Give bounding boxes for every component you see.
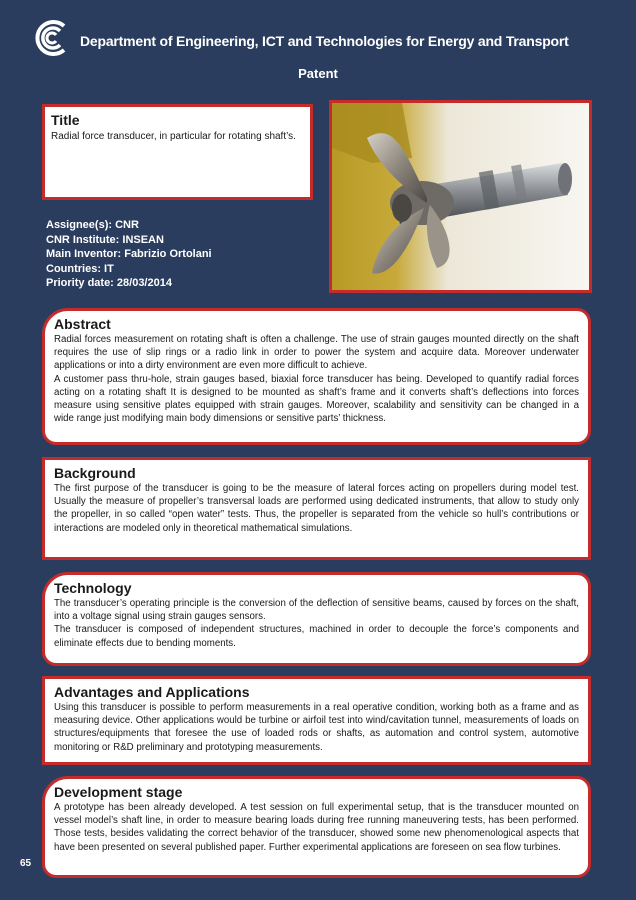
technology-heading: Technology — [54, 580, 132, 596]
background-heading: Background — [54, 465, 136, 481]
technology-p2: The transducer is composed of independent structures, machined in order to decouple the force’s components and eliminate effects due to bending moments. — [54, 624, 579, 649]
title-box — [42, 104, 313, 200]
background-p1: The first purpose of the transducer is going to be the measure of lateral forces acting on propellers during model test. Usually the measure of propeller’s transversal loads are performed using dedicated instruments, that allow to study only the propeller, in so called “open water” tests. Thus, the propeller is separated from the vehicle so hull’s contributions or interactions are modeled only in theoretical mathematical simulations. — [54, 483, 579, 534]
assignee: Assignee(s): CNR — [46, 219, 139, 231]
propeller-shaft-image — [332, 103, 589, 290]
department-title: Department of Engineering, ICT and Technologies for Energy and Transport — [80, 33, 569, 49]
advantages-p1: Using this transducer is possible to perform measurements in a real operative condition, working both as a frame and as measuring device. Other applications would be turbine or airfoil test into wind/cavitation tunnel, measurements of loads on structures/equipments that foresee the use of loaded rods or shafts, as automation and control system, automotive monitoring or R&D preliminary and prototyping measurements. — [54, 702, 579, 753]
development-heading: Development stage — [54, 784, 183, 800]
background-section — [42, 457, 591, 560]
title-heading: Title — [51, 112, 80, 128]
transducer-photo — [329, 100, 592, 293]
development-section — [42, 776, 591, 878]
title-text: Radial force transducer, in particular for rotating shaft’s. — [51, 131, 296, 142]
page-number: 65 — [20, 858, 32, 869]
inventor: Main Inventor: Fabrizio Ortolani — [46, 248, 212, 260]
patent-metadata — [46, 218, 212, 291]
development-p1: A prototype has been already developed. A test session on full experimental setup, that is the transducer mounted on vessel model’s shaft line, in order to measure bearing loads during free running maneuvering tests, has been performed. Those tests, besides validating the correct behavior of the transducer, showed some new phenomenological aspects that have been presented on several published paper. Further experimental applications are foreseen on sea flow turbines. — [54, 802, 579, 853]
document-type: Patent — [298, 66, 338, 81]
countries: Countries: IT — [46, 262, 114, 275]
technology-section — [42, 572, 591, 666]
abstract-p1: Radial forces measurement on rotating shaft is often a challenge. The use of strain gauges mounted directly on the shaft requires the use of slip rings or a radio link in order to power the system and acquire data. Moreover underwater applications or into a dirty environment are even more difficult to achieve. — [54, 334, 579, 372]
priority-date: Priority date: 28/03/2014 — [46, 277, 172, 289]
abstract-section — [42, 308, 591, 445]
advantages-heading: Advantages and Applications — [54, 684, 250, 700]
institute: CNR Institute: INSEAN — [46, 233, 164, 246]
abstract-heading: Abstract — [54, 316, 111, 332]
abstract-p2: A customer pass thru-hole, strain gauges based, biaxial force transducer has being. Developed to quantify radial forces acting on a rotating shaft It is designed to be mounted as shaft’s frame and it converts shaft’s deflections into forces measure using sensitive plates equipped with strain gauges. Moreover, scalability and sensitivity can be changed in a wide range just modifying main body dimensions or sensitive parts’ thickness. — [54, 373, 579, 425]
cnr-logo-icon — [30, 20, 70, 56]
technology-p1: The transducer’s operating principle is the conversion of the deflection of sensitive beams, caused by forces on the shaft, into a voltage signal using strain gauges sensors. — [54, 598, 579, 623]
page-header — [0, 20, 636, 65]
advantages-section — [42, 676, 591, 765]
